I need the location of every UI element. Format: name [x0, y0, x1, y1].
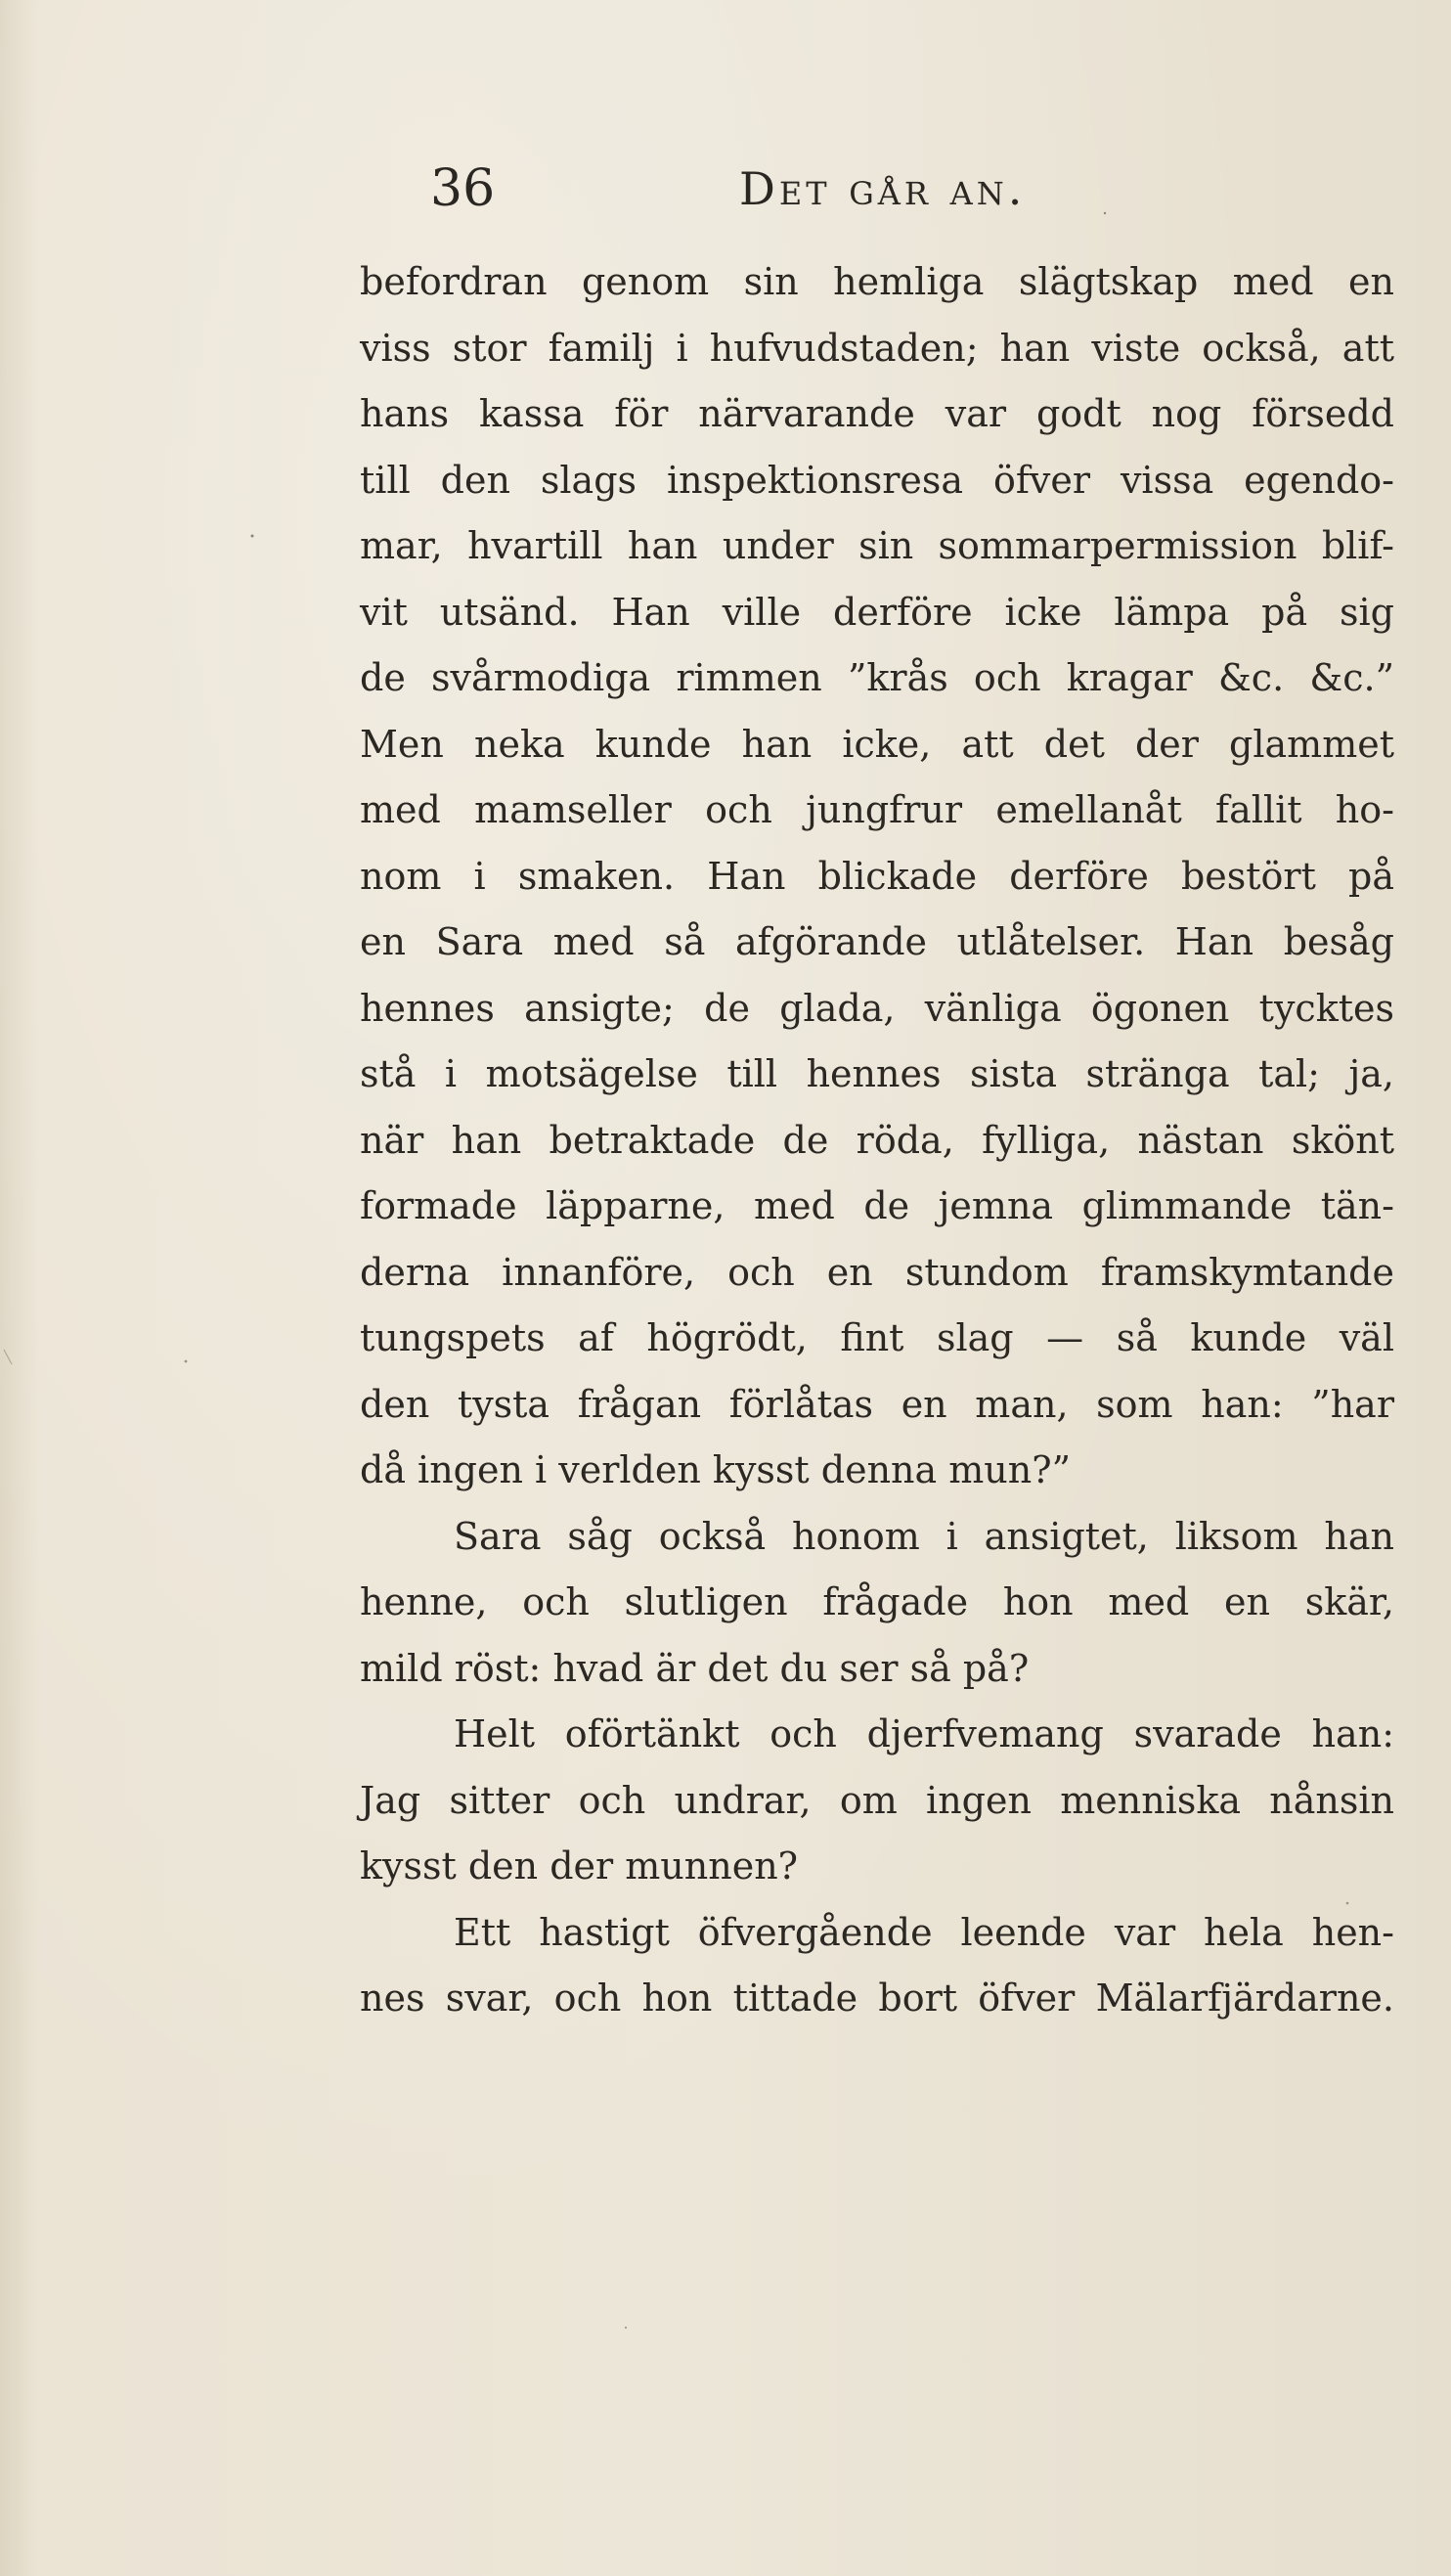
- page-number: 36: [430, 159, 496, 218]
- text-line: Men neka kunde han icke, att det der glammet: [360, 722, 1394, 766]
- page-header: [352, 155, 1115, 223]
- text-line: nom i smaken. Han blickade derföre bestört på: [360, 854, 1394, 898]
- text-line: kysst den der munnen?: [360, 1844, 799, 1888]
- text-line: när han betraktade de röda, fylliga, nästan skönt: [360, 1118, 1394, 1162]
- text-line: henne, och slutligen frågade hon med en skär,: [360, 1580, 1394, 1623]
- text-line: stå i motsägelse till hennes sista stränga tal; ja,: [360, 1052, 1394, 1095]
- text-line: då ingen i verlden kysst denna mun?”: [360, 1448, 1072, 1491]
- text-line: till den slags inspektionsresa öfver vissa egendo-: [360, 458, 1394, 502]
- running-title: Det går an.: [739, 162, 1027, 215]
- text-line: Jag sitter och undrar, om ingen menniska nånsin: [360, 1778, 1394, 1822]
- body-text: [360, 249, 1394, 2032]
- text-line: mar, hvartill han under sin sommarpermission blif-: [360, 524, 1394, 567]
- text-line: formade läpparne, med de jemna glimmande tän-: [360, 1184, 1394, 1227]
- text-line: de svårmodiga rimmen ”krås och kragar &c. &c.”: [360, 656, 1394, 699]
- text-line: den tysta frågan förlåtas en man, som han: ”har: [360, 1382, 1394, 1426]
- text-line: med mamseller och jungfrur emellanåt fallit ho-: [360, 788, 1394, 831]
- text-line: vit utsänd. Han ville derföre icke lämpa på sig: [360, 590, 1394, 634]
- paragraph-first-line: Sara såg också honom i ansigtet, liksom han: [454, 1514, 1394, 1558]
- text-line: derna innanföre, och en stundom framskymtande: [360, 1250, 1394, 1294]
- paragraph-first-line: Ett hastigt öfvergående leende var hela hen-: [454, 1910, 1394, 1954]
- text-line: nes svar, och hon tittade bort öfver Mälarfjärdarne.: [360, 1976, 1394, 2020]
- text-line: hans kassa för närvarande var godt nog försedd: [360, 392, 1394, 435]
- text-line: befordran genom sin hemliga slägtskap med en: [360, 260, 1394, 303]
- text-line: viss stor familj i hufvudstaden; han viste också, att: [360, 326, 1394, 370]
- text-line: tungspets af högrödt, fint slag — så kunde väl: [360, 1316, 1394, 1359]
- text-line: mild röst: hvad är det du ser så på?: [360, 1646, 1030, 1690]
- paragraph-first-line: Helt oförtänkt och djerfvemang svarade han:: [454, 1712, 1394, 1755]
- text-line: hennes ansigte; de glada, vänliga ögonen tycktes: [360, 986, 1394, 1030]
- text-line: en Sara med så afgörande utlåtelser. Han besåg: [360, 920, 1394, 963]
